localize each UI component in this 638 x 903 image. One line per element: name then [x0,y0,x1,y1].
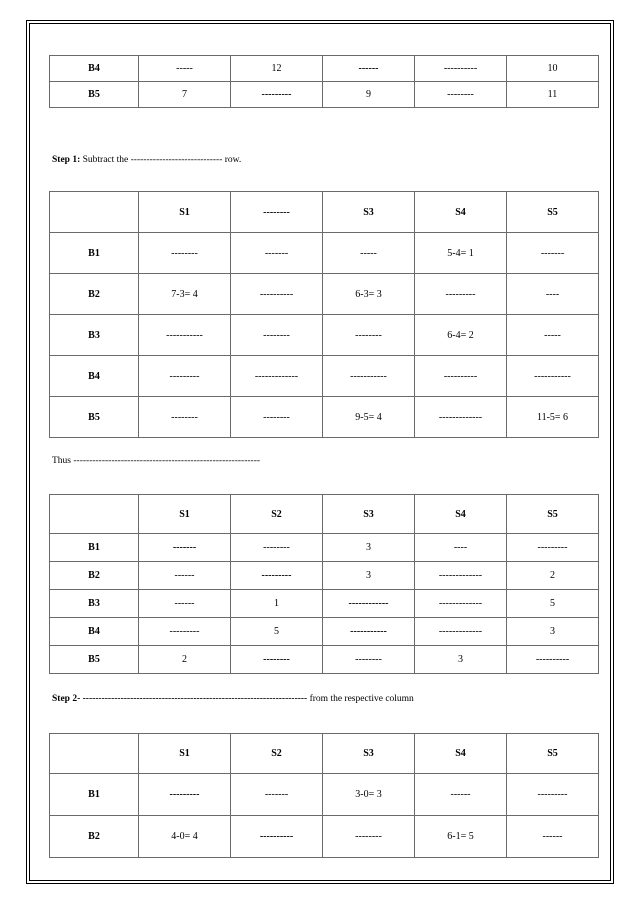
table-cell: --------- [231,82,323,108]
table-row [50,82,599,108]
table-cell: 2 [507,562,599,590]
row-header: B2 [50,816,139,858]
row-header: B1 [50,774,139,816]
table-cell: -------- [139,397,231,438]
row-header: B5 [50,646,139,674]
step2-text: from the respective column [307,694,414,704]
column-header: S1 [139,192,231,233]
row-header: B4 [50,618,139,646]
table-cell: 9-5= 4 [323,397,415,438]
table-continued [49,55,599,108]
table-cell: ------- [139,534,231,562]
table-cell: ------------- [415,590,507,618]
column-header: -------- [231,192,323,233]
column-header: S5 [507,192,599,233]
table-cell: ----- [139,56,231,82]
table-cell: ---------- [415,56,507,82]
table-cell: ---- [507,274,599,315]
step2-prefix: Step 2- ----------------------------------------------------------------------- [52,694,308,704]
table-row [50,562,599,590]
table-cell: 5-4= 1 [415,233,507,274]
table-cell: 3 [323,562,415,590]
table-cell: --------- [507,534,599,562]
row-header: B5 [50,82,139,108]
table-cell: 11-5= 6 [507,397,599,438]
step2-line [52,694,414,704]
table-cell: ------------- [231,356,323,397]
table-cell: ------ [507,816,599,858]
column-header: S4 [415,192,507,233]
table-row [50,534,599,562]
thus-line [52,456,260,466]
table-row [50,646,599,674]
table-cell: 7 [139,82,231,108]
table-cell: ------------- [415,562,507,590]
column-header [50,734,139,774]
table-row [50,774,599,816]
row-header: B1 [50,534,139,562]
table-cell: --------- [139,618,231,646]
table-cell: 6-1= 5 [415,816,507,858]
table-cell: ------- [507,233,599,274]
table-cell: ---------- [415,356,507,397]
table-cell: 11 [507,82,599,108]
table-cell: 3 [507,618,599,646]
column-header: S2 [231,495,323,534]
table-cell: -------- [231,646,323,674]
table-cell: --------- [415,274,507,315]
table-cell: 12 [231,56,323,82]
table-cell: -------- [323,646,415,674]
table-cell: ----- [507,315,599,356]
table-cell: ---------- [231,274,323,315]
table-cell: -------- [231,397,323,438]
table-cell: --------- [139,774,231,816]
table-row [50,816,599,858]
table-cell: ----------- [507,356,599,397]
table-thus [49,494,599,674]
table-cell: ------------- [415,618,507,646]
table-cell: 5 [507,590,599,618]
row-header: B4 [50,356,139,397]
column-header: S1 [139,495,231,534]
column-header: S2 [231,734,323,774]
table-cell: 6-4= 2 [415,315,507,356]
table-cell: 3-0= 3 [323,774,415,816]
table-row [50,397,599,438]
table-cell: ---------- [231,816,323,858]
table-cell: ------------ [323,590,415,618]
table-cell: 4-0= 4 [139,816,231,858]
row-header: B4 [50,56,139,82]
table-header-row [50,734,599,774]
table-cell: ------ [139,562,231,590]
column-header: S5 [507,495,599,534]
column-header: S3 [323,192,415,233]
table-cell: ----- [323,233,415,274]
column-header: S1 [139,734,231,774]
table-cell: 2 [139,646,231,674]
table-cell: -------- [231,534,323,562]
table-row [50,56,599,82]
table-cell: 5 [231,618,323,646]
table-cell: 7-3= 4 [139,274,231,315]
table-cell: 1 [231,590,323,618]
table-cell: 6-3= 3 [323,274,415,315]
table-cell: --------- [507,774,599,816]
table-cell: ------- [231,774,323,816]
thus-text: Thus ----------------------------------------------------------- [52,456,261,466]
table-cell: -------- [139,233,231,274]
column-header: S5 [507,734,599,774]
table-cell: 3 [323,534,415,562]
row-header: B3 [50,315,139,356]
table-cell: 9 [323,82,415,108]
row-header: B3 [50,590,139,618]
column-header [50,495,139,534]
table-row [50,618,599,646]
table-row [50,233,599,274]
table-cell: ----------- [323,618,415,646]
table-cell: ------ [415,774,507,816]
table-cell: 3 [415,646,507,674]
table-cell: -------- [231,315,323,356]
table-cell: ------ [139,590,231,618]
row-header: B2 [50,274,139,315]
table-cell: -------- [323,315,415,356]
table-cell: ----------- [323,356,415,397]
step1-prefix: Step 1: [52,155,81,165]
row-header: B2 [50,562,139,590]
table-cell: ------ [323,56,415,82]
table-cell: ----------- [139,315,231,356]
table-step2 [49,733,599,858]
step1-text: Subtract the ----------------------------- row. [80,155,242,165]
table-header-row [50,192,599,233]
table-row [50,590,599,618]
table-row [50,356,599,397]
step1-line [52,155,241,165]
table-cell: -------- [415,82,507,108]
table-cell: ---- [415,534,507,562]
column-header: S4 [415,734,507,774]
table-row [50,315,599,356]
table-cell: --------- [231,562,323,590]
table-cell: ---------- [507,646,599,674]
table-cell: -------- [323,816,415,858]
table-row [50,274,599,315]
row-header: B1 [50,233,139,274]
table-step1 [49,191,599,438]
column-header: S3 [323,734,415,774]
table-cell: --------- [139,356,231,397]
table-cell: ------- [231,233,323,274]
table-header-row [50,495,599,534]
table-cell: ------------- [415,397,507,438]
column-header: S3 [323,495,415,534]
row-header: B5 [50,397,139,438]
table-cell: 10 [507,56,599,82]
column-header [50,192,139,233]
column-header: S4 [415,495,507,534]
